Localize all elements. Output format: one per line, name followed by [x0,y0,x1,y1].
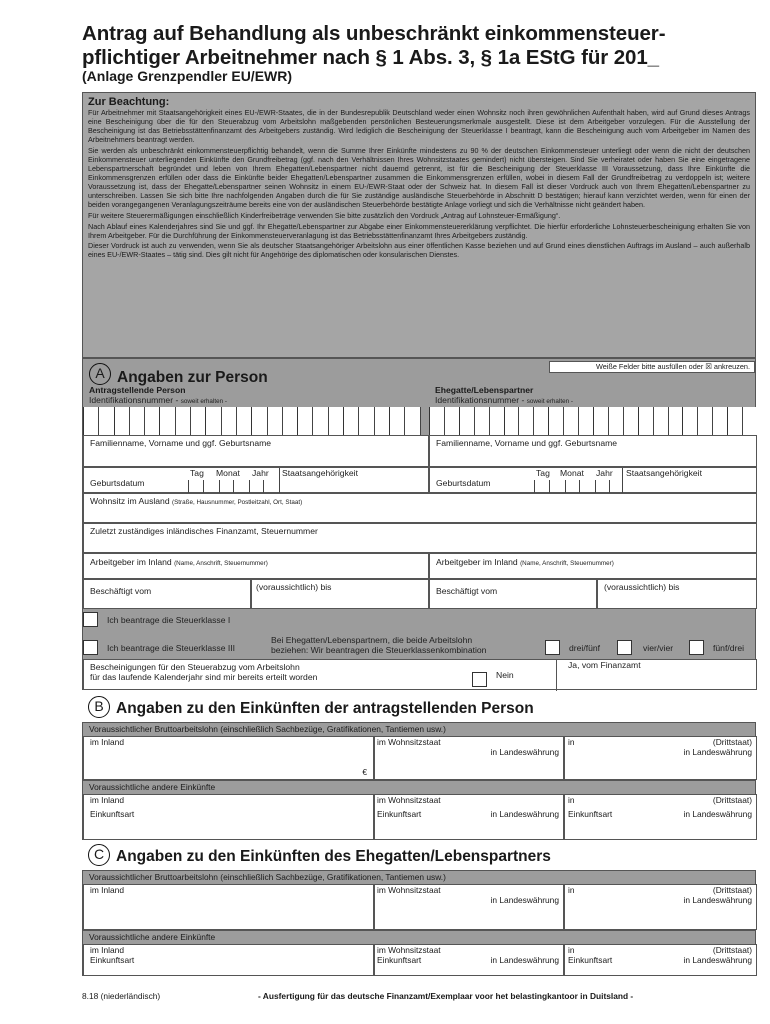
third-state-label: (Drittstaat) [712,945,752,955]
id-note: soweit erhalten - [526,398,573,405]
third-state-label: (Drittstaat) [712,737,752,747]
combination-text-1: Bei Ehegatten/Lebenspartnern, die beide Arbeitslohn [271,635,473,645]
day-label: Tag [190,468,204,478]
combo-3-5-label: drei/fünf [569,643,601,653]
applicant-id-label [89,395,227,407]
section-letter-b: B [88,696,110,718]
nationality-label: Staatsangehörigkeit [282,468,358,478]
employed-to-label: (voraussichtlich) bis [256,582,332,592]
notice-paragraph: Für weitere Steuerermäßigungen einschließlich Kinderfreibeträge verwenden Sie bitte zusätzlich den Vordruck „Antrag auf Lohnsteuer-Ermäßigung“. [88,211,561,221]
spouse-gross-domestic-field[interactable] [83,884,374,930]
spouse-other-third-state-field[interactable] [564,944,757,976]
employed-to-label: (voraussichtlich) bis [604,582,680,592]
employer-note: (Name, Anschrift, Steuernummer) [520,560,614,567]
employer-label [430,554,756,572]
local-currency-label: in Landeswährung [683,809,752,819]
form-code: 8.18 (niederländisch) [82,991,161,1001]
in-label: in [568,885,575,895]
applicant-employed-from-field[interactable] [83,579,251,609]
gross-label: Voraussichtlicher Bruttoarbeitslohn (einschließlich Sachbezüge, Gratifikationen, Tantiemen usw.) [89,872,446,882]
year-label: Jahr [252,468,269,478]
income-type-label: Einkunftsart [568,809,613,819]
in-label: in [568,737,575,747]
residence-abroad-field[interactable] [83,493,757,523]
form-title-line1: Antrag auf Behandlung als unbeschränkt einkommensteuer- [82,22,666,45]
section-a [82,358,756,690]
spouse-gross-residence-field[interactable] [374,884,564,930]
id-label: Identifikationsnummer - [89,395,179,405]
spouse-employed-from-field[interactable] [429,579,597,609]
combo-4-4-label: vier/vier [643,643,674,653]
combo-4-4-checkbox[interactable] [617,640,632,655]
section-a-title: Angaben zur Person [117,369,268,386]
spouse-other-income-block [82,930,756,976]
spouse-employed-to-field[interactable] [597,579,757,609]
notice-text [88,108,750,260]
gross-label: Voraussichtlicher Bruttoarbeitslohn (einschließlich Sachbezüge, Gratifikationen, Tantiemen usw.) [89,724,446,734]
class3-checkbox[interactable] [83,640,98,655]
birth-date-field[interactable] [188,480,278,493]
local-currency-label: in Landeswährung [683,955,752,965]
applicant-employed-to-field[interactable] [251,579,429,609]
name-label: Familienname, Vorname und ggf. Geburtsname [90,438,272,448]
class3-label: Ich beantrage die Steuerklasse III [107,643,236,653]
other-residence-field[interactable] [374,794,564,840]
month-label: Monat [560,468,584,478]
other-income-block [82,780,756,840]
residence-label-text: Wohnsitz im Ausland [90,496,170,506]
nationality-label: Staatsangehörigkeit [626,468,702,478]
spouse-id-field[interactable] [429,407,757,435]
birth-date-field[interactable] [534,480,622,493]
domestic-label: im Inland [90,795,124,805]
local-currency-label: in Landeswährung [683,895,752,905]
yes-office-label: Ja, vom Finanzamt [568,660,641,670]
notice-box [82,92,756,358]
applicant-heading: Antragstellende Person [89,385,186,395]
certificates-line1: Bescheinigungen für den Steuerabzug vom Arbeitslohn [90,662,300,672]
section-b [82,696,756,842]
fill-hint: Weiße Felder bitte ausfüllen oder ☒ ankreuzen. [549,361,755,373]
income-type-label: Einkunftsart [90,809,135,819]
employed-from-label: Beschäftigt vom [436,586,498,596]
applicant-id-field[interactable] [83,407,421,435]
section-a-heading [89,361,268,387]
employed-from-label: Beschäftigt vom [90,586,152,596]
section-letter-c: C [88,844,110,866]
applicant-employer-field[interactable] [83,553,429,579]
other-third-state-field[interactable] [564,794,757,840]
spouse-gross-third-state-field[interactable] [564,884,757,930]
combo-5-3-checkbox[interactable] [689,640,704,655]
section-letter-a: A [89,363,111,385]
residence-label [84,494,756,510]
spouse-other-domestic-field[interactable] [83,944,374,976]
income-type-label: Einkunftsart [377,809,422,819]
euro-label: € [362,767,367,777]
local-currency-label: in Landeswährung [490,747,559,757]
other-domestic-field[interactable] [83,794,374,840]
applicant-name-field[interactable] [83,435,429,467]
no-checkbox[interactable] [472,672,487,687]
section-c-title: Angaben zu den Einkünften des Ehegatten/Lebenspartners [116,848,551,865]
certificates-line2: für das laufende Kalenderjahr sind mir bereits erteilt worden [90,672,318,682]
spouse-other-residence-field[interactable] [374,944,564,976]
spouse-birth-row [429,467,757,493]
spouse-heading: Ehegatte/Lebenspartner [435,385,534,395]
gross-residence-field[interactable] [374,736,564,780]
id-note: soweit erhalten - [180,398,227,405]
residence-state-label: im Wohnsitzstaat [377,945,441,955]
gross-domestic-field[interactable] [83,736,374,780]
certificates-row [83,659,757,690]
day-label: Tag [536,468,550,478]
employer-note: (Name, Anschrift, Steuernummer) [174,560,268,567]
notice-paragraph: Für Arbeitnehmer mit Staatsangehörigkeit eines EU-/EWR-Staates, die in der Bundesrepublik Deutschland weder einen Wohnsitz noch ihren gewöhnlichen Aufenthalt haben, wird auf Grund dieses Antrags eine Bescheinigung über die für den Steuerabzug vom Arbeitslohn maßgebenden persönlichen Besteuerungsmerkmale ausgestellt. Diese ist dem Arbeitgeber vorzulegen. Für die Ausstellung der Bescheinigung ist das Betriebsstättenfinanzamt des Arbeitgebers zuständig. Wird lediglich die Bescheinigung der Steuerklasse I beantragt, kann die Bescheinigung auch vom Arbeitgeber im Namen des Arbeitnehmers beantragt werden. [88,108,750,145]
income-type-label: Einkunftsart [568,955,613,965]
class1-label: Ich beantrage die Steuerklasse I [107,615,231,625]
last-office-label: Zuletzt zuständiges inländisches Finanzamt, Steuernummer [90,526,318,536]
local-currency-label: in Landeswährung [683,747,752,757]
residence-state-label: im Wohnsitzstaat [377,737,441,747]
employer-label [84,554,428,572]
other-income-label: Voraussichtliche andere Einkünfte [89,782,216,792]
month-label: Monat [216,468,240,478]
spouse-gross-wage-block [82,870,756,930]
name-label: Familienname, Vorname und ggf. Geburtsname [436,438,618,448]
employer-label-text: Arbeitgeber im Inland [436,557,518,567]
notice-paragraph: Nach Ablauf eines Kalenderjahres sind Sie und ggf. Ihr Ehegatte/Lebenspartner zur Abgabe einer Einkommensteuererklärung verpflichtet. Die hierfür erforderliche Lohnsteuerbescheinigung erhalten Sie von Ihrem Arbeitgeber. Für die Durchführung der Einkommensteuerveranlagung ist das Betriebsstättenfinanzamt Ihres Arbeitgebers zuständig. [88,221,750,240]
employer-label-text: Arbeitgeber im Inland [90,557,172,567]
class1-checkbox[interactable] [83,612,98,627]
gross-wage-block [82,722,756,780]
notice-paragraph: Dieser Vordruck ist auch zu verwenden, wenn Sie als deutscher Staatsangehöriger Arbeitslohn aus einer öffentlichen Kasse beziehen und auf Grund eines dienstlichen Auftrags im Ausland – auch außerhalb eines EU-/EWR-Staates – tätig sind. Dies gilt nicht für Angehörige des diplomatischen oder konsularischen Dienstes. [88,241,750,260]
notice-heading: Zur Beachtung: [88,96,170,108]
combination-text-2: beziehen: Wir beantragen die Steuerklassenkombination [271,645,487,655]
spouse-employer-field[interactable] [429,553,757,579]
residence-state-label: im Wohnsitzstaat [377,885,441,895]
income-type-label: Einkunftsart [377,955,422,965]
year-label: Jahr [596,468,613,478]
no-label: Nein [496,670,514,680]
combo-5-3-label: fünf/drei [713,643,745,653]
birth-label: Geburtsdatum [90,478,145,488]
residence-note: (Straße, Hausnummer, Postleitzahl, Ort, Staat) [172,499,303,506]
birth-label: Geburtsdatum [436,478,491,488]
third-state-label: (Drittstaat) [712,885,752,895]
income-type-label: Einkunftsart [90,955,135,965]
form-title-line2: pflichtiger Arbeitnehmer nach § 1 Abs. 3, § 1a EStG für 201_ [82,46,659,69]
id-label: Identifikationsnummer - [435,395,525,405]
residence-state-label: im Wohnsitzstaat [377,795,441,805]
combo-3-5-checkbox[interactable] [545,640,560,655]
domestic-label: im Inland [90,885,124,895]
notice-paragraph: Sie werden als unbeschränkt einkommensteuerpflichtig behandelt, wenn die Summe Ihrer Einkünfte mindestens zu 90 % der deutschen Einkommensteuer unterliegt oder wenn die nicht der deutschen Einkommensteuer unterliegenden Einkünfte den Grundfreibetrag (ggf. nach den Verhältnissen Ihres Wohnsitzstaates gemindert) nicht übersteigen. Sind Sie verheiratet oder haben Sie eine eingetragene Lebenspartnerschaft begründet und leben von Ihrem Ehegatten/Lebenspartner nicht dauernd getrennt, ist für die Bescheinigung der Steuerklasse III Voraussetzung, dass Ihre Einkünfte die Einkommensgrenzen erfüllen oder dass die Einkünfte beider Ehegatten/Lebenspartner zusammen die Einkommensgrenzen erfüllen, wobei in diesem Fall der Grundfreibetrag zu verdoppeln ist; weitere Voraussetzung ist, dass der Ehegatte/Lebenspartner seinen Wohnsitz in einem EU-/EWR-Staat oder der Schweiz hat. In diesem Fall ist dieser Vordruck auch von Ihrem Ehegatten/Lebenspartner zu unterschreiben. Lassen Sie sich bitte Ihre nachfolgenden Angaben durch die für Sie zuständige ausländische Steuerbehörde in Abschnitt D bestätigen; hierauf kann verzichtet werden, wenn für einen der beiden vorangegangenen Veranlagungszeiträume bereits eine von der ausländischen Steuerbehörde bestätigte Anlage vorliegt und sich die Verhältnisse nicht geändert haben. [88,145,750,210]
spouse-id-label [435,395,573,407]
local-currency-label: in Landeswährung [490,895,559,905]
section-c-heading [88,844,551,866]
local-currency-label: in Landeswährung [490,809,559,819]
form-subtitle: (Anlage Grenzpendler EU/EWR) [82,68,293,84]
other-income-label: Voraussichtliche andere Einkünfte [89,932,216,942]
local-currency-label: in Landeswährung [490,955,559,965]
copy-note: - Ausfertigung für das deutsche Finanzamt/Exemplaar voor het belastingkantoor in Duitsland - [258,991,634,1001]
section-b-title: Angaben zu den Einkünften der antragstellenden Person [116,700,534,717]
in-label: in [568,945,575,955]
section-b-heading [88,696,534,718]
gross-third-state-field[interactable] [564,736,757,780]
third-state-label: (Drittstaat) [712,795,752,805]
in-label: in [568,795,575,805]
last-tax-office-field[interactable] [83,523,757,553]
spouse-name-field[interactable] [429,435,757,467]
section-c [82,842,756,976]
domestic-label: im Inland [90,945,124,955]
applicant-birth-row [83,467,429,493]
domestic-label: im Inland [90,737,124,747]
